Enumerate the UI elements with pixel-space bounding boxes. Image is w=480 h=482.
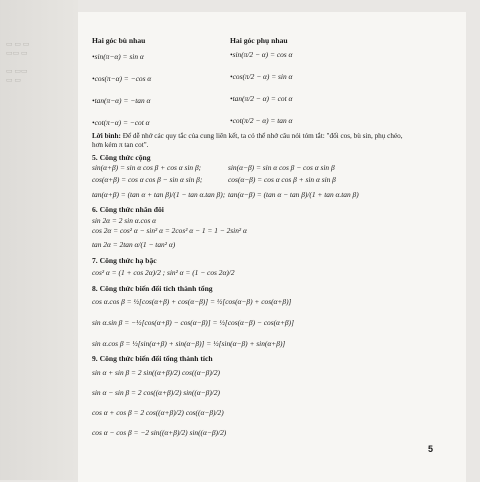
formula-line: sin α − sin β = 2 cos((α+β)/2) sin((α−β)/2) bbox=[92, 388, 221, 397]
formula-line: cos² α = (1 + cos 2α)/2 ; sin² α = (1 − cos 2α)/2 bbox=[92, 268, 235, 277]
remark-text: Để dễ nhớ các quy tắc của cung liên kết, ta có thể nhớ câu nói tóm tắt: "đối cos, bù sin, phụ chéo, hơn kém π tan cot". bbox=[92, 132, 403, 149]
remark-label: Lời bình: bbox=[92, 132, 121, 140]
formula-line: cos(α−β) = cos α cos β + sin α sin β bbox=[228, 175, 336, 184]
formula-line: sin 2α = 2 sin α.cos α bbox=[92, 216, 157, 225]
bu-formula-row: •sin(π−α) = sin α bbox=[92, 52, 144, 61]
section-6-title: 6. Công thức nhân đôi bbox=[92, 205, 164, 214]
formula-line: cos(α+β) = cos α cos β − sin α sin β; bbox=[92, 175, 203, 184]
bu-formula-row: •cos(π−α) = −cos α bbox=[92, 74, 152, 83]
formula-line: tan(α+β) = (tan α + tan β)/(1 − tan α.tan β); bbox=[92, 190, 226, 199]
formula-line: sin α.cos β = ½[sin(α+β) + sin(α−β)] = ½[sin(α−β) + sin(α+β)] bbox=[92, 339, 286, 348]
formula-line: sin(α+β) = sin α cos β + cos α sin β; bbox=[92, 163, 202, 172]
phu-formula-row: •tan(π/2 − α) = cot α bbox=[230, 94, 293, 103]
section-9-title: 9. Công thức biến đổi tổng thành tích bbox=[92, 354, 213, 363]
phu-formula-row: •sin(π/2 − α) = cos α bbox=[230, 50, 293, 59]
formula-line: sin(α−β) = sin α cos β − cos α sin β bbox=[228, 163, 335, 172]
supplementary-angles-title: Hai góc bù nhau bbox=[92, 36, 146, 45]
formula-line: cos 2α = cos² α − sin² α = 2cos² α − 1 = 1 − 2sin² α bbox=[92, 226, 247, 235]
formula-line: tan 2α = 2tan α/(1 − tan² α) bbox=[92, 240, 176, 249]
phu-formula-row: •cot(π/2 − α) = tan α bbox=[230, 116, 293, 125]
formula-line: tan(α−β) = (tan α − tan β)/(1 + tan α.tan β) bbox=[228, 190, 359, 199]
formula-line: cos α − cos β = −2 sin((α+β)/2) sin((α−β)/2) bbox=[92, 428, 227, 437]
section-8-title: 8. Công thức biến đổi tích thành tổng bbox=[92, 284, 213, 293]
page-number: 5 bbox=[428, 444, 434, 454]
bleed-through-marks: ▭ ▭ ▭ ▭▭ ▭ ▭ ▭▭ ▭ ▭ bbox=[6, 40, 30, 84]
phu-formula-row: •cos(π/2 − α) = sin α bbox=[230, 72, 293, 81]
section-5-title: 5. Công thức cộng bbox=[92, 153, 151, 162]
bu-formula-row: •cot(π−α) = −cot α bbox=[92, 118, 150, 127]
bu-formula-row: •tan(π−α) = −tan α bbox=[92, 96, 151, 105]
formula-line: sin α + sin β = 2 sin((α+β)/2) cos((α−β)/2) bbox=[92, 368, 221, 377]
formula-line: sin α.sin β = −½[cos(α+β) − cos(α−β)] = ½[cos(α−β) − cos(α+β)] bbox=[92, 318, 294, 327]
remark-paragraph bbox=[92, 132, 410, 150]
section-7-title: 7. Công thức hạ bậc bbox=[92, 256, 157, 265]
formula-line: cos α + cos β = 2 cos((α+β)/2) cos((α−β)/2) bbox=[92, 408, 224, 417]
formula-line: cos α.cos β = ½[cos(α+β) + cos(α−β)] = ½[cos(α−β) + cos(α+β)] bbox=[92, 297, 292, 306]
complementary-angles-title: Hai góc phụ nhau bbox=[230, 36, 288, 45]
